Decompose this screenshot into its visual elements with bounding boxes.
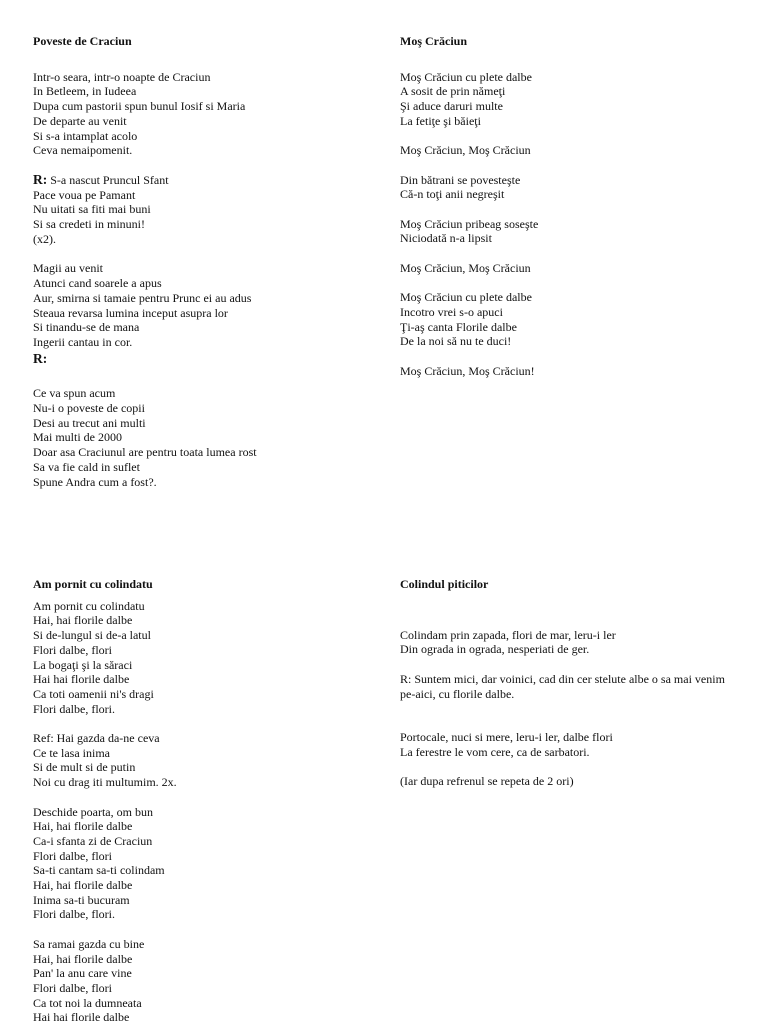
- song-title: Moş Crăciun: [400, 34, 467, 48]
- lyric-line: (x2).: [33, 231, 56, 246]
- lyric-line: Atunci cand soarele a apus: [33, 276, 162, 291]
- lyric-line: La ferestre le vom cere, ca de sarbatori.: [400, 744, 590, 759]
- refrain-marker: R:: [33, 171, 48, 187]
- lyric-line: Flori dalbe, flori.: [33, 701, 115, 716]
- lyric-line: Hai, hai florile dalbe: [33, 951, 133, 966]
- lyric-line: Ceva nemaipomenit.: [33, 143, 133, 158]
- lyric-line: La fetiţe şi băieţi: [400, 113, 481, 128]
- lyric-line: Moş Crăciun, Moş Crăciun!: [400, 363, 535, 378]
- lyric-line: Hai hai florile dalbe: [33, 672, 130, 687]
- lyric-line: Sa-ti cantam sa-ti colindam: [33, 863, 165, 878]
- stanza: [400, 70, 745, 129]
- lyric-line: Sa ramai gazda cu bine: [33, 936, 145, 951]
- lyric-line: Ce va spun acum: [33, 386, 116, 401]
- lyric-line: Si de mult si de putin: [33, 760, 136, 775]
- lyric-line: Ca-i sfanta zi de Craciun: [33, 833, 153, 848]
- lyric-line: Flori dalbe, flori: [33, 848, 112, 863]
- lyric-line: Flori dalbe, flori: [33, 980, 112, 995]
- lyric-line: Flori dalbe, flori: [33, 642, 112, 657]
- lyric-line: Moş Crăciun cu plete dalbe: [400, 69, 532, 84]
- lyric-line: (Iar dupa refrenul se repeta de 2 ori): [400, 774, 574, 789]
- lyric-line: Doar asa Craciunul are pentru toata lumea rost: [33, 445, 257, 460]
- lyric-line: Magii au venit: [33, 261, 103, 276]
- lyric-line: Aur, smirna si tamaie pentru Prunc ei au adus: [33, 290, 252, 305]
- lyric-line: Dupa cum pastorii spun bunul Iosif si Maria: [33, 99, 246, 114]
- lyric-line: Nu uitati sa fiti mai buni: [33, 202, 151, 217]
- lyric-line: Noi cu drag iti multumim. 2x.: [33, 775, 177, 790]
- lyric-line: Hai, hai florile dalbe: [33, 819, 133, 834]
- lyric-line: Desi au trecut ani multi: [33, 415, 146, 430]
- lyric-line: Ref: Hai gazda da-ne ceva: [33, 731, 160, 746]
- lyric-line: Din bătrani se povesteşte: [400, 172, 521, 187]
- song-poveste-de-craciun: [33, 34, 378, 489]
- song-title: Poveste de Craciun: [33, 34, 132, 48]
- lyric-line: Portocale, nuci si mere, leru-i ler, dalbe flori: [400, 730, 613, 745]
- lyric-line: Spune Andra cum a fost?.: [33, 474, 157, 489]
- lyric-line: Inima sa-ti bucuram: [33, 892, 130, 907]
- song-colindul-piticilor: [400, 577, 730, 789]
- lyric-line: Ce te lasa inima: [33, 745, 110, 760]
- lyric-line: Flori dalbe, flori.: [33, 907, 115, 922]
- lyric-line: In Betleem, in Iudeea: [33, 84, 137, 99]
- lyric-line: Din ograda in ograda, nesperiati de ger.: [400, 642, 590, 657]
- lyric-line: A sosit de prin nămeţi: [400, 84, 506, 99]
- lyric-line: [33, 173, 378, 188]
- stanza-refrain: [33, 731, 378, 790]
- lyric-line: Ca tot noi la dumneata: [33, 995, 142, 1010]
- refrain-marker-line: [33, 352, 378, 367]
- stanza: [33, 386, 378, 489]
- lyric-line: Nu-i o poveste de copii: [33, 401, 145, 416]
- lyric-line: Colindam prin zapada, flori de mar, leru-i ler: [400, 627, 616, 642]
- stanza: [33, 599, 378, 717]
- lyric-line: Ca toti oamenii ni's dragi: [33, 686, 154, 701]
- lyric-line: Incotro vrei s-o apuci: [400, 304, 503, 319]
- lyric-line: Sa va fie cald in suflet: [33, 459, 140, 474]
- song-am-pornit-cu-colindatu: [33, 577, 378, 1025]
- stanza: [400, 364, 745, 379]
- lyric-line: Am pornit cu colindatu: [33, 598, 145, 613]
- stanza: [400, 217, 745, 246]
- stanza: [400, 261, 745, 276]
- stanza: [400, 628, 730, 657]
- lyric-line: De departe au venit: [33, 113, 127, 128]
- lyric-line: Si tinandu-se de mana: [33, 320, 140, 335]
- lyric-line: Moş Crăciun, Moş Crăciun: [400, 143, 531, 158]
- lyric-line: Moş Crăciun cu plete dalbe: [400, 290, 532, 305]
- song-title: Colindul piticilor: [400, 577, 489, 591]
- stanza: [33, 937, 378, 1025]
- lyric-line: Hai, hai florile dalbe: [33, 878, 133, 893]
- lyric-line: Niciodată n-a lipsit: [400, 231, 492, 246]
- lyric-line: R: Suntem mici, dar voinici, cad din cer stelute albe o sa mai venim pe-aici, cu florile dalbe.: [400, 671, 725, 701]
- lyric-line: [33, 352, 378, 367]
- song-title: Am pornit cu colindatu: [33, 577, 153, 591]
- lyric-line: Intr-o seara, intr-o noapte de Craciun: [33, 69, 211, 84]
- stanza: [400, 774, 730, 789]
- lyric-line: Si sa credeti in minuni!: [33, 217, 145, 232]
- stanza: [33, 70, 378, 158]
- lyric-line: Deschide poarta, om bun: [33, 804, 153, 819]
- lyric-line: Hai, hai florile dalbe: [33, 613, 133, 628]
- lyric-line: Că-n toţi anii negreşit: [400, 187, 505, 202]
- stanza: [33, 261, 378, 349]
- lyric-line: Moş Crăciun, Moş Crăciun: [400, 260, 531, 275]
- stanza: [400, 290, 745, 349]
- lyric-line: De la noi să nu te duci!: [400, 334, 512, 349]
- lyric-line: Pan' la anu care vine: [33, 966, 132, 981]
- lyric-text: S-a nascut Pruncul Sfant: [50, 172, 169, 187]
- stanza: [400, 143, 745, 158]
- lyric-line: Steaua revarsa lumina inceput asupra lor: [33, 305, 228, 320]
- lyric-line: Si de-lungul si de-a latul: [33, 628, 151, 643]
- lyric-line: Hai hai florile dalbe: [33, 1010, 130, 1025]
- lyric-line: Şi aduce daruri multe: [400, 99, 503, 114]
- lyric-line: Moş Crăciun pribeag soseşte: [400, 216, 539, 231]
- lyric-line: Si s-a intamplat acolo: [33, 128, 138, 143]
- stanza: [400, 730, 730, 759]
- refrain-marker: R:: [33, 350, 48, 366]
- stanza: [400, 173, 745, 202]
- lyric-line: Pace voua pe Pamant: [33, 187, 136, 202]
- lyric-line: La bogaţi şi la săraci: [33, 657, 133, 672]
- stanza-refrain: [33, 173, 378, 247]
- stanza: [33, 805, 378, 923]
- lyric-line: Mai multi de 2000: [33, 430, 122, 445]
- stanza-refrain: [400, 672, 730, 701]
- lyric-line: Ingerii cantau in cor.: [33, 334, 133, 349]
- lyric-line: Ţi-aş canta Florile dalbe: [400, 319, 517, 334]
- song-mos-craciun: [400, 34, 745, 378]
